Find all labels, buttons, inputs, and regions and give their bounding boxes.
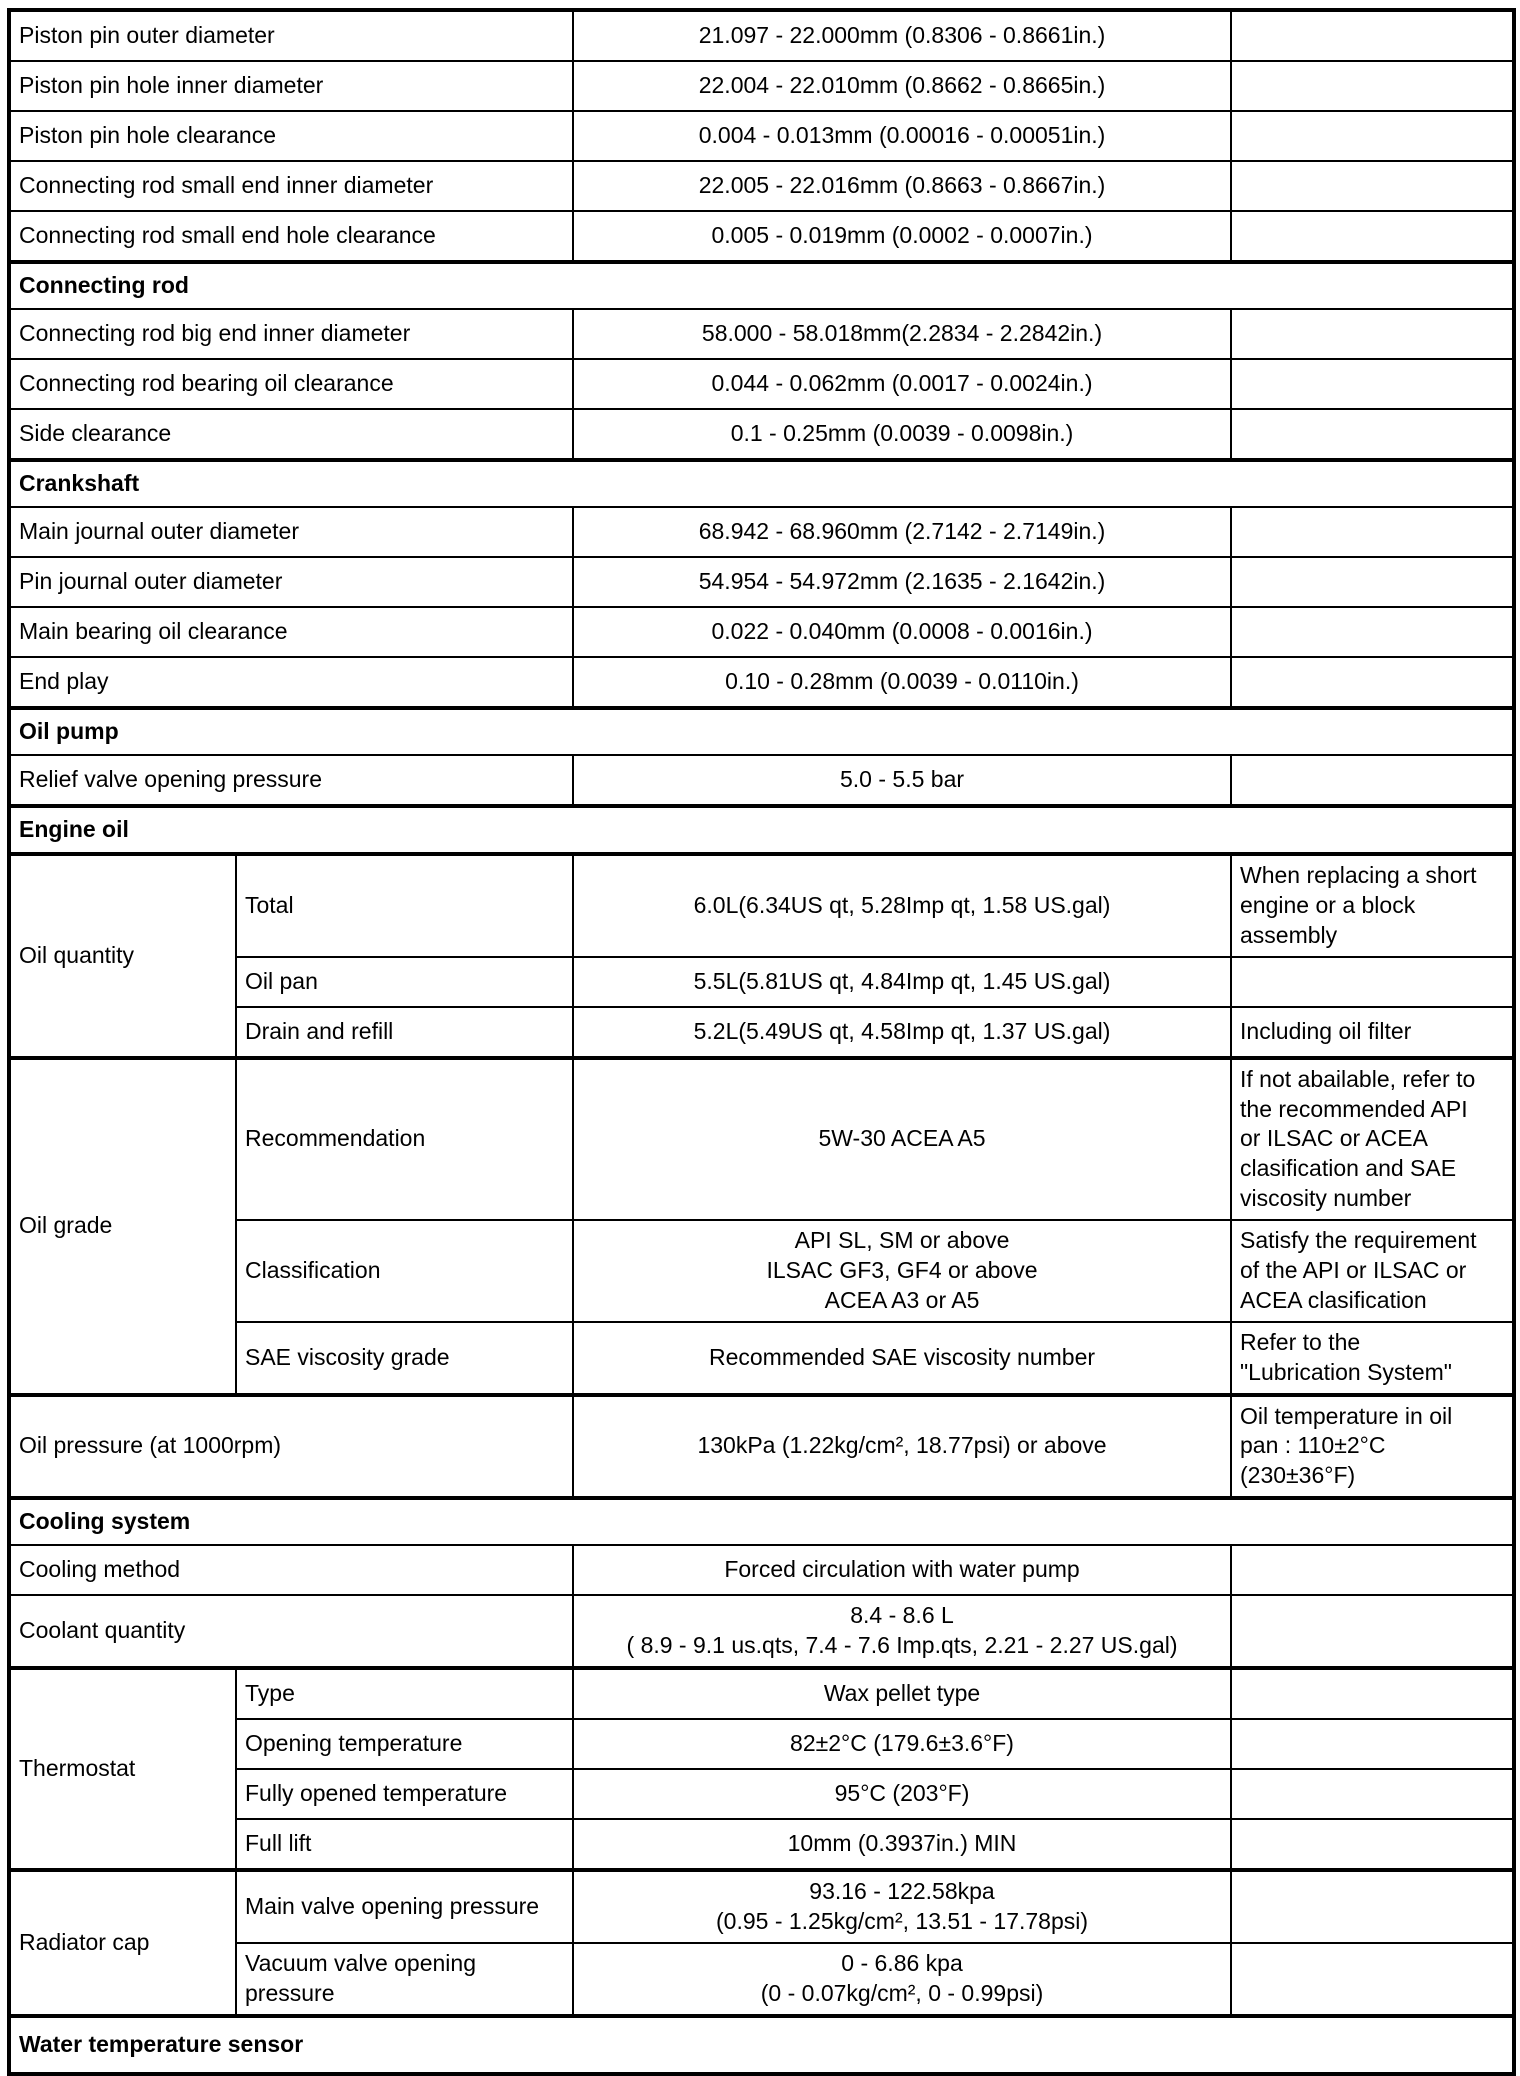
- table-row: [9, 1595, 1514, 1668]
- table-row: [9, 607, 1514, 657]
- spec-group-label: Thermostat: [9, 1668, 236, 1870]
- section-header: Oil pump: [9, 708, 1514, 755]
- table-row: [9, 61, 1514, 111]
- spec-note: [1231, 409, 1514, 460]
- table-row: [9, 507, 1514, 557]
- spec-label: Pin journal outer diameter: [9, 557, 573, 607]
- spec-label: Connecting rod small end hole clearance: [9, 211, 573, 262]
- section-header: Connecting rod: [9, 262, 1514, 309]
- spec-note: [1231, 161, 1514, 211]
- spec-note: [1231, 1668, 1514, 1719]
- section-header: Cooling system: [9, 1498, 1514, 1545]
- spec-label: Coolant quantity: [9, 1595, 573, 1668]
- section-header: Water temperature sensor: [9, 2016, 1514, 2074]
- table-row: [9, 309, 1514, 359]
- spec-sublabel: Type: [236, 1668, 573, 1719]
- spec-value: 8.4 - 8.6 L ( 8.9 - 9.1 us.qts, 7.4 - 7.6 Imp.qts, 2.21 - 2.27 US.gal): [573, 1595, 1231, 1668]
- spec-label: Relief valve opening pressure: [9, 755, 573, 806]
- spec-value: 93.16 - 122.58kpa (0.95 - 1.25kg/cm², 13.51 - 17.78psi): [573, 1870, 1231, 1943]
- spec-note: [1231, 557, 1514, 607]
- spec-label: Connecting rod bearing oil clearance: [9, 359, 573, 409]
- spec-value: 82±2°C (179.6±3.6°F): [573, 1719, 1231, 1769]
- spec-value: Forced circulation with water pump: [573, 1545, 1231, 1595]
- spec-note: [1231, 957, 1514, 1007]
- section-row: [9, 460, 1514, 507]
- spec-value: 5.2L(5.49US qt, 4.58Imp qt, 1.37 US.gal): [573, 1007, 1231, 1058]
- spec-sublabel: Classification: [236, 1220, 573, 1322]
- engine-spec-table: [7, 8, 1516, 2076]
- spec-label: Main journal outer diameter: [9, 507, 573, 557]
- spec-group-label: Oil grade: [9, 1058, 236, 1395]
- spec-label: Piston pin outer diameter: [9, 10, 573, 61]
- spec-sublabel: Opening temperature: [236, 1719, 573, 1769]
- spec-sublabel: Main valve opening pressure: [236, 1870, 573, 1943]
- spec-value: 0.1 - 0.25mm (0.0039 - 0.0098in.): [573, 409, 1231, 460]
- spec-group-label: Oil quantity: [9, 854, 236, 1058]
- spec-value: 5.5L(5.81US qt, 4.84Imp qt, 1.45 US.gal): [573, 957, 1231, 1007]
- spec-sublabel: Total: [236, 854, 573, 957]
- spec-value: Recommended SAE viscosity number: [573, 1322, 1231, 1395]
- spec-value: 5W-30 ACEA A5: [573, 1058, 1231, 1220]
- table-row: [9, 1870, 1514, 1943]
- spec-label: Connecting rod big end inner diameter: [9, 309, 573, 359]
- spec-value: 0.004 - 0.013mm (0.00016 - 0.00051in.): [573, 111, 1231, 161]
- spec-note: [1231, 1595, 1514, 1668]
- spec-value: 10mm (0.3937in.) MIN: [573, 1819, 1231, 1870]
- section-row: [9, 708, 1514, 755]
- spec-value: 95°C (203°F): [573, 1769, 1231, 1819]
- table-row: [9, 409, 1514, 460]
- spec-label: End play: [9, 657, 573, 708]
- section-row: [9, 2016, 1514, 2074]
- spec-note: [1231, 1545, 1514, 1595]
- spec-note: [1231, 111, 1514, 161]
- table-row: [9, 10, 1514, 61]
- table-row: [9, 1545, 1514, 1595]
- spec-value: 6.0L(6.34US qt, 5.28Imp qt, 1.58 US.gal): [573, 854, 1231, 957]
- spec-value: 130kPa (1.22kg/cm², 18.77psi) or above: [573, 1395, 1231, 1499]
- table-row: [9, 211, 1514, 262]
- spec-note: If not abailable, refer to the recommended API or ILSAC or ACEA clasification and SAE viscosity number: [1231, 1058, 1514, 1220]
- spec-label: Oil pressure (at 1000rpm): [9, 1395, 573, 1499]
- spec-value: 5.0 - 5.5 bar: [573, 755, 1231, 806]
- table-row: [9, 1058, 1514, 1220]
- spec-group-label: Radiator cap: [9, 1870, 236, 2016]
- spec-sublabel: Oil pan: [236, 957, 573, 1007]
- spec-note: [1231, 607, 1514, 657]
- spec-note: [1231, 1943, 1514, 2016]
- spec-label: Side clearance: [9, 409, 573, 460]
- spec-note: [1231, 61, 1514, 111]
- spec-note: [1231, 211, 1514, 262]
- spec-value: 68.942 - 68.960mm (2.7142 - 2.7149in.): [573, 507, 1231, 557]
- section-row: [9, 262, 1514, 309]
- section-row: [9, 1498, 1514, 1545]
- spec-value: 22.005 - 22.016mm (0.8663 - 0.8667in.): [573, 161, 1231, 211]
- spec-value: Wax pellet type: [573, 1668, 1231, 1719]
- spec-sublabel: Drain and refill: [236, 1007, 573, 1058]
- table-row: [9, 111, 1514, 161]
- spec-note: [1231, 1769, 1514, 1819]
- section-header: Engine oil: [9, 806, 1514, 854]
- spec-note: [1231, 755, 1514, 806]
- spec-value: 0.022 - 0.040mm (0.0008 - 0.0016in.): [573, 607, 1231, 657]
- spec-label: Cooling method: [9, 1545, 573, 1595]
- spec-sublabel: Recommendation: [236, 1058, 573, 1220]
- spec-label: Piston pin hole inner diameter: [9, 61, 573, 111]
- spec-note: [1231, 309, 1514, 359]
- spec-value: 58.000 - 58.018mm(2.2834 - 2.2842in.): [573, 309, 1231, 359]
- spec-value: 0.10 - 0.28mm (0.0039 - 0.0110in.): [573, 657, 1231, 708]
- spec-label: Piston pin hole clearance: [9, 111, 573, 161]
- spec-value: 0 - 6.86 kpa (0 - 0.07kg/cm², 0 - 0.99psi): [573, 1943, 1231, 2016]
- spec-sublabel: Vacuum valve opening pressure: [236, 1943, 573, 2016]
- spec-note: [1231, 1719, 1514, 1769]
- spec-sublabel: SAE viscosity grade: [236, 1322, 573, 1395]
- spec-note: Oil temperature in oil pan : 110±2°C (230±36°F): [1231, 1395, 1514, 1499]
- table-row: [9, 1395, 1514, 1499]
- spec-value: 0.005 - 0.019mm (0.0002 - 0.0007in.): [573, 211, 1231, 262]
- table-row: [9, 1668, 1514, 1719]
- spec-label: Connecting rod small end inner diameter: [9, 161, 573, 211]
- spec-note: [1231, 359, 1514, 409]
- engine-spec-table-body: [9, 10, 1514, 2074]
- spec-note: [1231, 1870, 1514, 1943]
- table-row: [9, 359, 1514, 409]
- spec-note: [1231, 657, 1514, 708]
- table-row: [9, 557, 1514, 607]
- spec-note: Including oil filter: [1231, 1007, 1514, 1058]
- table-row: [9, 161, 1514, 211]
- table-row: [9, 854, 1514, 957]
- table-row: [9, 657, 1514, 708]
- section-row: [9, 806, 1514, 854]
- spec-note: [1231, 1819, 1514, 1870]
- spec-value: 0.044 - 0.062mm (0.0017 - 0.0024in.): [573, 359, 1231, 409]
- spec-note: [1231, 10, 1514, 61]
- spec-note: When replacing a short engine or a block assembly: [1231, 854, 1514, 957]
- spec-note: [1231, 507, 1514, 557]
- section-header: Crankshaft: [9, 460, 1514, 507]
- spec-sublabel: Full lift: [236, 1819, 573, 1870]
- spec-note: Satisfy the requirement of the API or ILSAC or ACEA clasification: [1231, 1220, 1514, 1322]
- spec-value: 54.954 - 54.972mm (2.1635 - 2.1642in.): [573, 557, 1231, 607]
- spec-value: 21.097 - 22.000mm (0.8306 - 0.8661in.): [573, 10, 1231, 61]
- spec-note: Refer to the "Lubrication System": [1231, 1322, 1514, 1395]
- spec-label: Main bearing oil clearance: [9, 607, 573, 657]
- spec-sublabel: Fully opened temperature: [236, 1769, 573, 1819]
- spec-value: 22.004 - 22.010mm (0.8662 - 0.8665in.): [573, 61, 1231, 111]
- table-row: [9, 755, 1514, 806]
- spec-value: API SL, SM or above ILSAC GF3, GF4 or above ACEA A3 or A5: [573, 1220, 1231, 1322]
